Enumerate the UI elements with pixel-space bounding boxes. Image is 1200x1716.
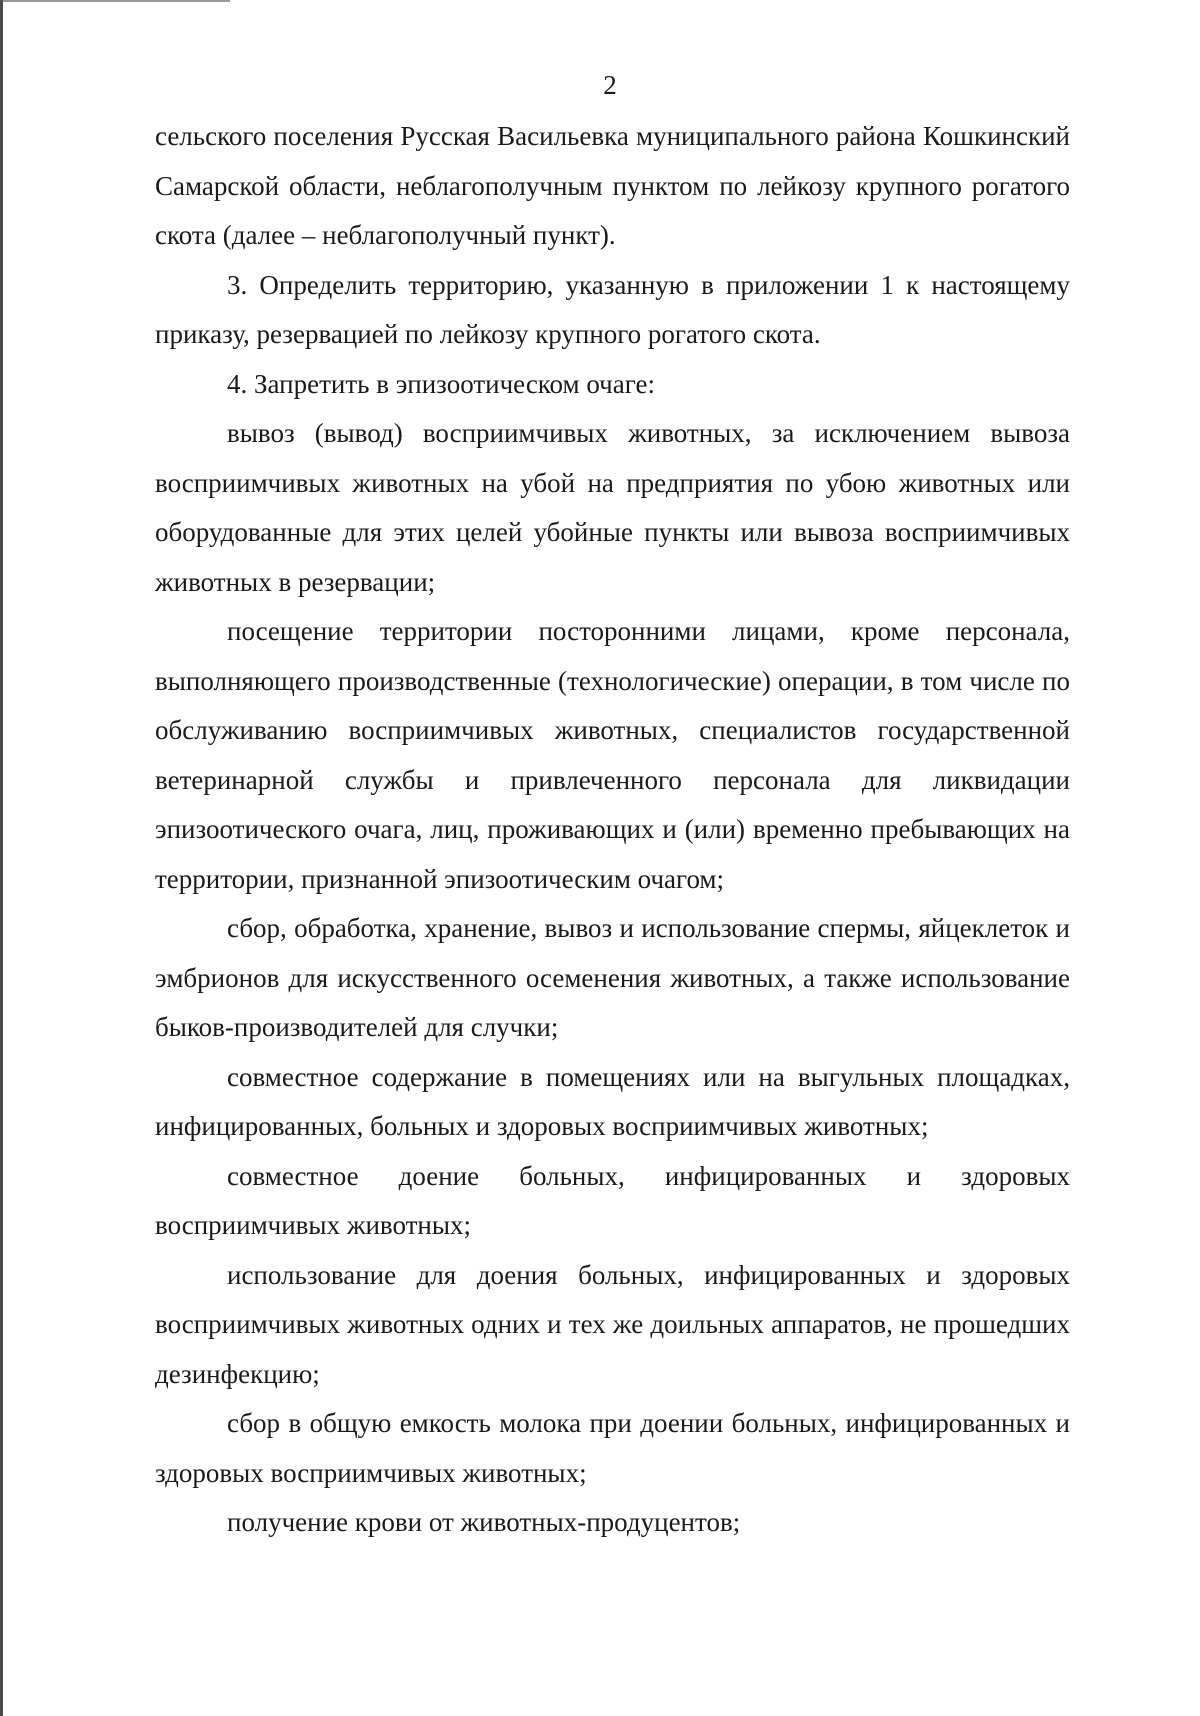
paragraph-ban-common-container: сбор в общую емкость молока при доении больных, инфицированных и здоровых восприимчивых животных; — [155, 1408, 1070, 1488]
scan-edge-line — [0, 0, 3, 1716]
scan-top-line — [0, 0, 230, 2]
paragraph-item-4: 4. Запретить в эпизоотическом очаге: — [227, 368, 655, 399]
paragraph-ban-visits: посещение территории посторонними лицами, кроме персонала, выполняющего производственные (технологические) операции, в том числе по обслуживанию восприимчивых животных, специалистов государственной ветеринарной службы и привлеченного персонала для ликвидации эпизоотического очага, лиц, проживающих и (или) временно пребывающих на территории, признанной эпизоотическим очагом; — [155, 616, 1070, 894]
paragraph-ban-same-apparatus: использование для доения больных, инфицированных и здоровых восприимчивых животных одних и тех же доильных аппаратов, не прошедших дезинфекцию; — [155, 1259, 1070, 1389]
paragraph-continuation: сельского поселения Русская Васильевка муниципального района Кошкинский Самарской области, неблагополучным пунктом по лейкозу крупного рогатого скота (далее – неблагополучный пункт). — [155, 121, 1070, 250]
document-body — [155, 112, 1070, 1548]
paragraph-ban-export: вывоз (вывод) восприимчивых животных, за исключением вывоза восприимчивых животных на убой на предприятия по убою животных или оборудованные для этих целей убойные пункты или вывоза восприимчивых животных в резервации; — [155, 418, 1070, 597]
paragraph-ban-blood: получение крови от животных-продуцентов; — [227, 1507, 741, 1537]
paragraph-ban-joint-keeping: совместное содержание в помещениях или на выгульных площадках, инфицированных, больных и здоровых восприимчивых животных; — [155, 1061, 1070, 1141]
paragraph-ban-semen: сбор, обработка, хранение, вывоз и использование спермы, яйцеклеток и эмбрионов для искусственного осеменения животных, а также использование быков-производителей для случки; — [155, 913, 1070, 1042]
page-number: 2 — [603, 70, 617, 100]
paragraph-ban-joint-milking: совместное доение больных, инфицированных и здоровых восприимчивых животных; — [155, 1160, 1070, 1240]
paragraph-item-3: 3. Определить территорию, указанную в приложении 1 к настоящему приказу, резервацией по лейкозу крупного рогатого скота. — [155, 269, 1070, 349]
